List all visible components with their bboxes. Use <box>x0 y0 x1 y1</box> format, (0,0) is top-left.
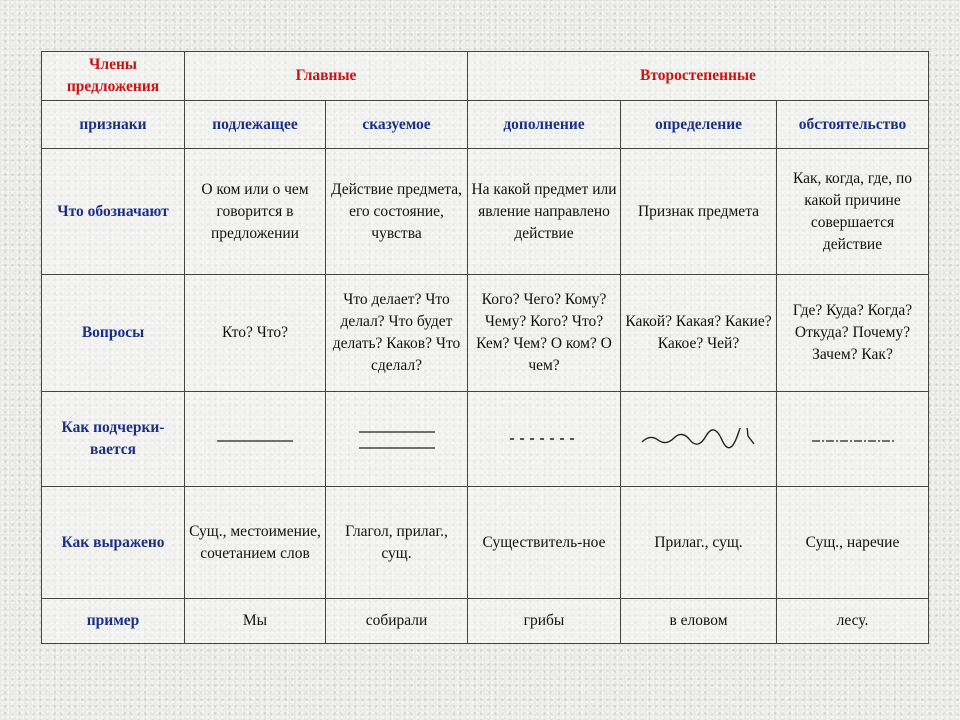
table-row-questions <box>42 275 929 392</box>
table-row-example <box>42 599 929 644</box>
meaning-predicate: Действие предмета, его состояние, чувства <box>326 149 468 275</box>
group-header-main: Главные <box>185 52 468 101</box>
example-subject: Мы <box>185 599 326 644</box>
expressed-adverbial: Сущ., наречие <box>777 487 929 599</box>
col-header-subject: подлежащее <box>185 101 326 149</box>
questions-adverbial: Где? Куда? Когда? Откуда? Почему? Зачем? Как? <box>777 275 929 392</box>
row-label-signs: признаки <box>42 101 185 149</box>
questions-subject: Кто? Что? <box>185 275 326 392</box>
table-row-meaning <box>42 149 929 275</box>
col-header-predicate: сказуемое <box>326 101 468 149</box>
meaning-object: На какой предмет или явление направлено действие <box>468 149 621 275</box>
row-label-expressed: Как выражено <box>42 487 185 599</box>
expressed-predicate: Глагол, прилаг., сущ. <box>326 487 468 599</box>
group-header-secondary: Второстепенные <box>468 52 929 101</box>
meaning-subject: О ком или о чем говорится в предложении <box>185 149 326 275</box>
questions-predicate: Что делает? Что делал? Что будет делать? Каков? Что сделал? <box>326 275 468 392</box>
questions-object: Кого? Чего? Кому? Чему? Кого? Что? Кем? Чем? О ком? О чем? <box>468 275 621 392</box>
underline-attribute <box>621 392 777 487</box>
meaning-attribute: Признак предмета <box>621 149 777 275</box>
sentence-members-table <box>41 51 929 644</box>
expressed-subject: Сущ., местоимение, сочетанием слов <box>185 487 326 599</box>
dash-dot-underline-icon <box>810 433 896 445</box>
single-underline-icon <box>215 433 295 445</box>
col-header-attribute: определение <box>621 101 777 149</box>
example-object: грибы <box>468 599 621 644</box>
table-row-signs <box>42 101 929 149</box>
col-header-object: дополнение <box>468 101 621 149</box>
example-attribute: в еловом <box>621 599 777 644</box>
row-label-meaning: Что обозначают <box>42 149 185 275</box>
underline-subject <box>185 392 326 487</box>
table-row-underline <box>42 392 929 487</box>
underline-adverbial <box>777 392 929 487</box>
dashed-underline-icon <box>508 433 580 445</box>
table-row-header <box>42 52 929 101</box>
wavy-underline-icon <box>640 428 758 450</box>
example-adverbial: лесу. <box>777 599 929 644</box>
meaning-adverbial: Как, когда, где, по какой причине совершается действие <box>777 149 929 275</box>
underline-object <box>468 392 621 487</box>
table-row-expressed <box>42 487 929 599</box>
expressed-attribute: Прилаг., сущ. <box>621 487 777 599</box>
row-label-questions: Вопросы <box>42 275 185 392</box>
corner-header: Члены предложения <box>42 52 185 101</box>
questions-attribute: Какой? Какая? Какие? Какое? Чей? <box>621 275 777 392</box>
row-label-example: пример <box>42 599 185 644</box>
example-predicate: собирали <box>326 599 468 644</box>
col-header-adverbial: обстоятельство <box>777 101 929 149</box>
row-label-underline: Как подчерки-вается <box>42 392 185 487</box>
expressed-object: Существитель-ное <box>468 487 621 599</box>
double-underline-icon <box>357 424 437 454</box>
underline-predicate <box>326 392 468 487</box>
